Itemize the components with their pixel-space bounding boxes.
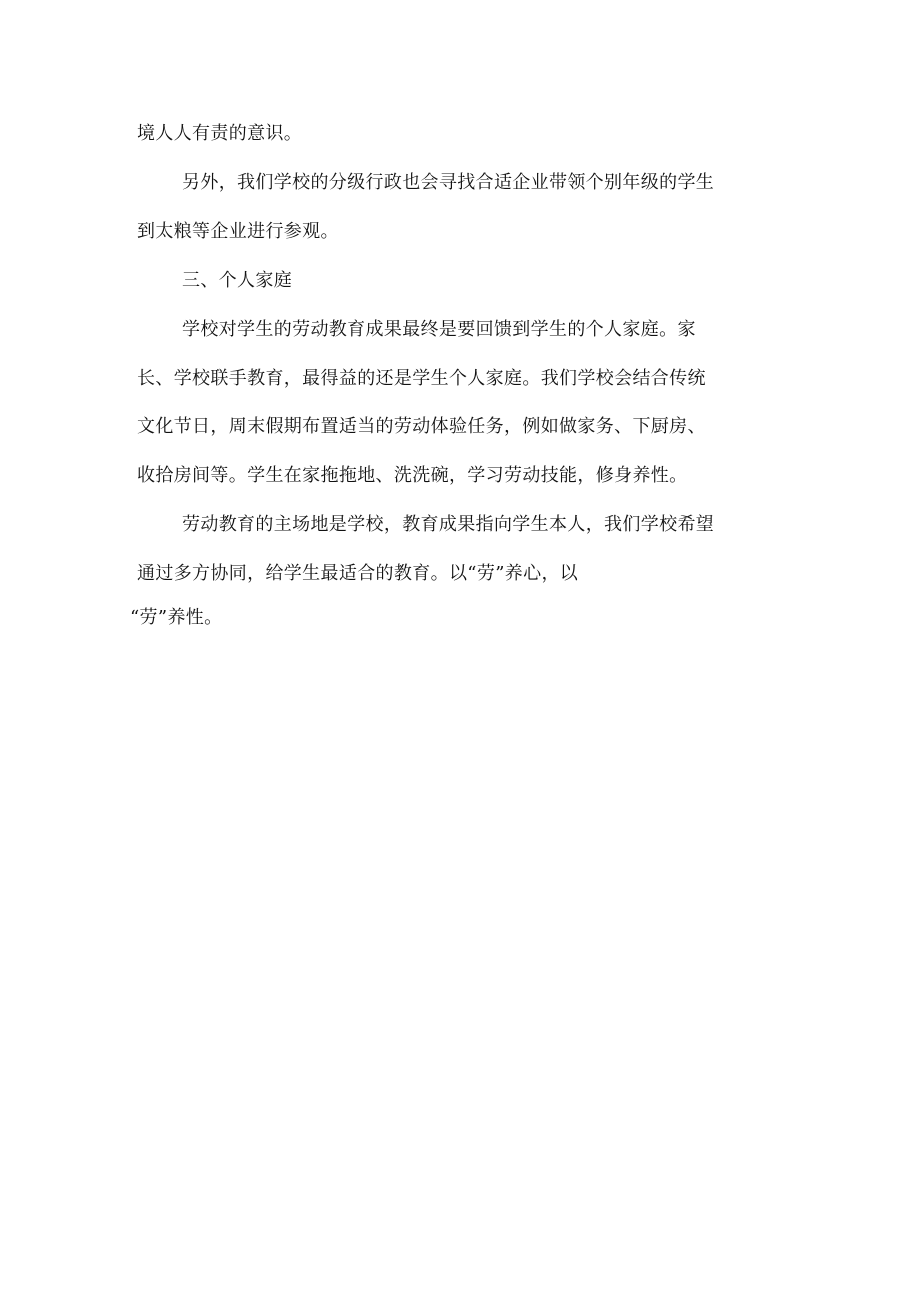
text-line-6: 长、学校联手教育，最得益的还是学生个人家庭。我们学校会结合传统 <box>137 368 706 389</box>
text-line-7: 文化节日，周末假期布置适当的劳动体验任务，例如做家务、下厨房、 <box>137 416 706 437</box>
text-line-8: 收拾房间等。学生在家拖拖地、洗洗碗，学习劳动技能，修身养性。 <box>137 465 688 486</box>
text-line-3: 到太粮等企业进行参观。 <box>137 221 339 242</box>
text-line-5: 学校对学生的劳动教育成果最终是要回馈到学生的个人家庭。家 <box>182 319 696 340</box>
section-heading: 三、个人家庭 <box>182 270 293 291</box>
text-line-11: “劳”养性。 <box>130 607 223 628</box>
text-line-1: 境人人有责的意识。 <box>137 123 303 144</box>
text-line-9: 劳动教育的主场地是学校，教育成果指向学生本人，我们学校希望 <box>182 514 715 535</box>
text-line-2: 另外，我们学校的分级行政也会寻找合适企业带领个别年级的学生 <box>182 172 715 193</box>
text-line-10: 通过多方协同，给学生最适合的教育。以“劳”养心，以 <box>137 563 579 584</box>
